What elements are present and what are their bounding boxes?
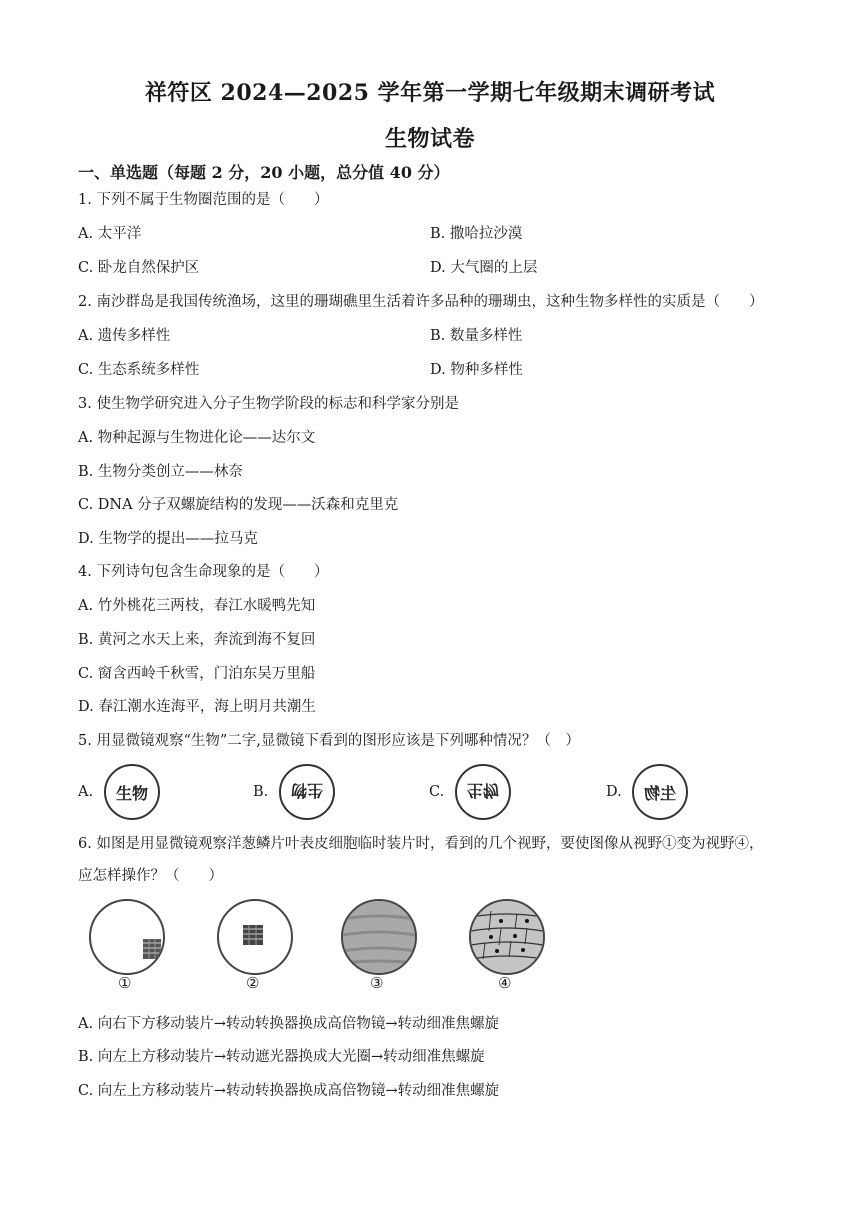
field-label-4: ④ [498, 974, 512, 992]
field-label-3: ③ [370, 974, 384, 992]
q5-option-c-image [455, 764, 511, 820]
q6-option-a: A. 向右下方移动装片→转动转换器换成高倍物镜→转动细准焦螺旋 [78, 1016, 499, 1032]
cell-cluster-center [243, 925, 263, 945]
question-4-stem: 4. 下列诗句包含生命现象的是（ ） [78, 564, 329, 580]
q2-option-b: B. 数量多样性 [430, 328, 523, 344]
q5-option-b-image [279, 764, 335, 820]
microscope-field-3 [341, 899, 417, 975]
section-heading: 一、单选题（每题 2 分，20 小题，总分值 40 分） [78, 163, 450, 182]
q4-option-d: D. 春江潮水连海平，海上明月共潮生 [78, 699, 316, 715]
microscope-field-2 [217, 899, 293, 975]
q5-option-d-image [632, 764, 688, 820]
field-3-image [343, 901, 415, 973]
q4-option-c: C. 窗含西岭千秋雪，门泊东吴万里船 [78, 666, 316, 682]
q5-option-a-image [104, 764, 160, 820]
q1-option-b: B. 撒哈拉沙漠 [430, 226, 523, 242]
q5-option-c-label: C. [429, 784, 445, 800]
rotated-characters: 生物 [291, 781, 324, 801]
question-6-stem-line1: 6. 如图是用显微镜观察洋葱鳞片叶表皮细胞临时装片时，看到的几个视野，要使图像从视野①变为视野④， [78, 836, 764, 852]
q2-option-a: A. 遗传多样性 [78, 328, 171, 344]
field-4-image [471, 901, 543, 973]
q3-option-c: C. DNA 分子双螺旋结构的发现——沃森和克里克 [78, 497, 399, 513]
exam-subtitle: 生物试卷 [384, 126, 475, 152]
q6-option-b: B. 向左上方移动装片→转动遮光器换成大光圈→转动细准焦螺旋 [78, 1049, 485, 1065]
q3-option-b: B. 生物分类创立——林奈 [78, 464, 243, 480]
question-2-stem: 2. 南沙群岛是我国传统渔场，这里的珊瑚礁里生活着许多品种的珊瑚虫，这种生物多样性的实质是（ ） [78, 294, 764, 310]
question-6-stem-line2: 应怎样操作？（ ） [78, 868, 223, 884]
q3-option-d: D. 生物学的提出——拉马克 [78, 531, 258, 547]
q1-option-d: D. 大气圈的上层 [430, 260, 538, 276]
field-2-image [219, 901, 291, 973]
q3-option-a: A. 物种起源与生物进化论——达尔文 [78, 430, 316, 446]
microscope-field-1 [89, 899, 165, 975]
cell-cluster-bottom-right [143, 939, 161, 959]
q4-option-a: A. 竹外桃花三两枝，春江水暖鸭先知 [78, 598, 316, 614]
upright-characters: 生物 [115, 783, 148, 803]
question-1-stem: 1. 下列不属于生物圈范围的是（ ） [78, 192, 329, 208]
microscope-field-4 [469, 899, 545, 975]
field-1-image [91, 901, 163, 973]
field-label-1: ① [118, 974, 132, 992]
q4-option-b: B. 黄河之水天上来，奔流到海不复回 [78, 632, 316, 648]
q1-option-a: A. 太平洋 [78, 226, 142, 242]
q5-option-b-label: B. [253, 784, 269, 800]
mirrored-characters: 生物 [644, 783, 677, 803]
q2-option-d: D. 物种多样性 [430, 362, 523, 378]
q1-option-c: C. 卧龙自然保护区 [78, 260, 200, 276]
question-5-stem: 5. 用显微镜观察“生物”二字,显微镜下看到的图形应该是下列哪种情况？（ ） [78, 733, 580, 749]
q5-option-a-label: A. [78, 784, 94, 800]
q5-option-d-label: D. [606, 784, 622, 800]
blurry-cells [343, 901, 415, 973]
question-3-stem: 3. 使生物学研究进入分子生物学阶段的标志和科学家分别是 [78, 396, 459, 412]
q2-option-c: C. 生态系统多样性 [78, 362, 200, 378]
field-label-2: ② [246, 974, 260, 992]
vertically-flipped-characters: 生物 [466, 781, 499, 801]
q6-option-c: C. 向左上方移动装片→转动转换器换成高倍物镜→转动细准焦螺旋 [78, 1083, 500, 1099]
clear-cells [471, 901, 543, 973]
exam-title: 祥符区 2024—2025 学年第一学期七年级期末调研考试 [144, 80, 716, 106]
